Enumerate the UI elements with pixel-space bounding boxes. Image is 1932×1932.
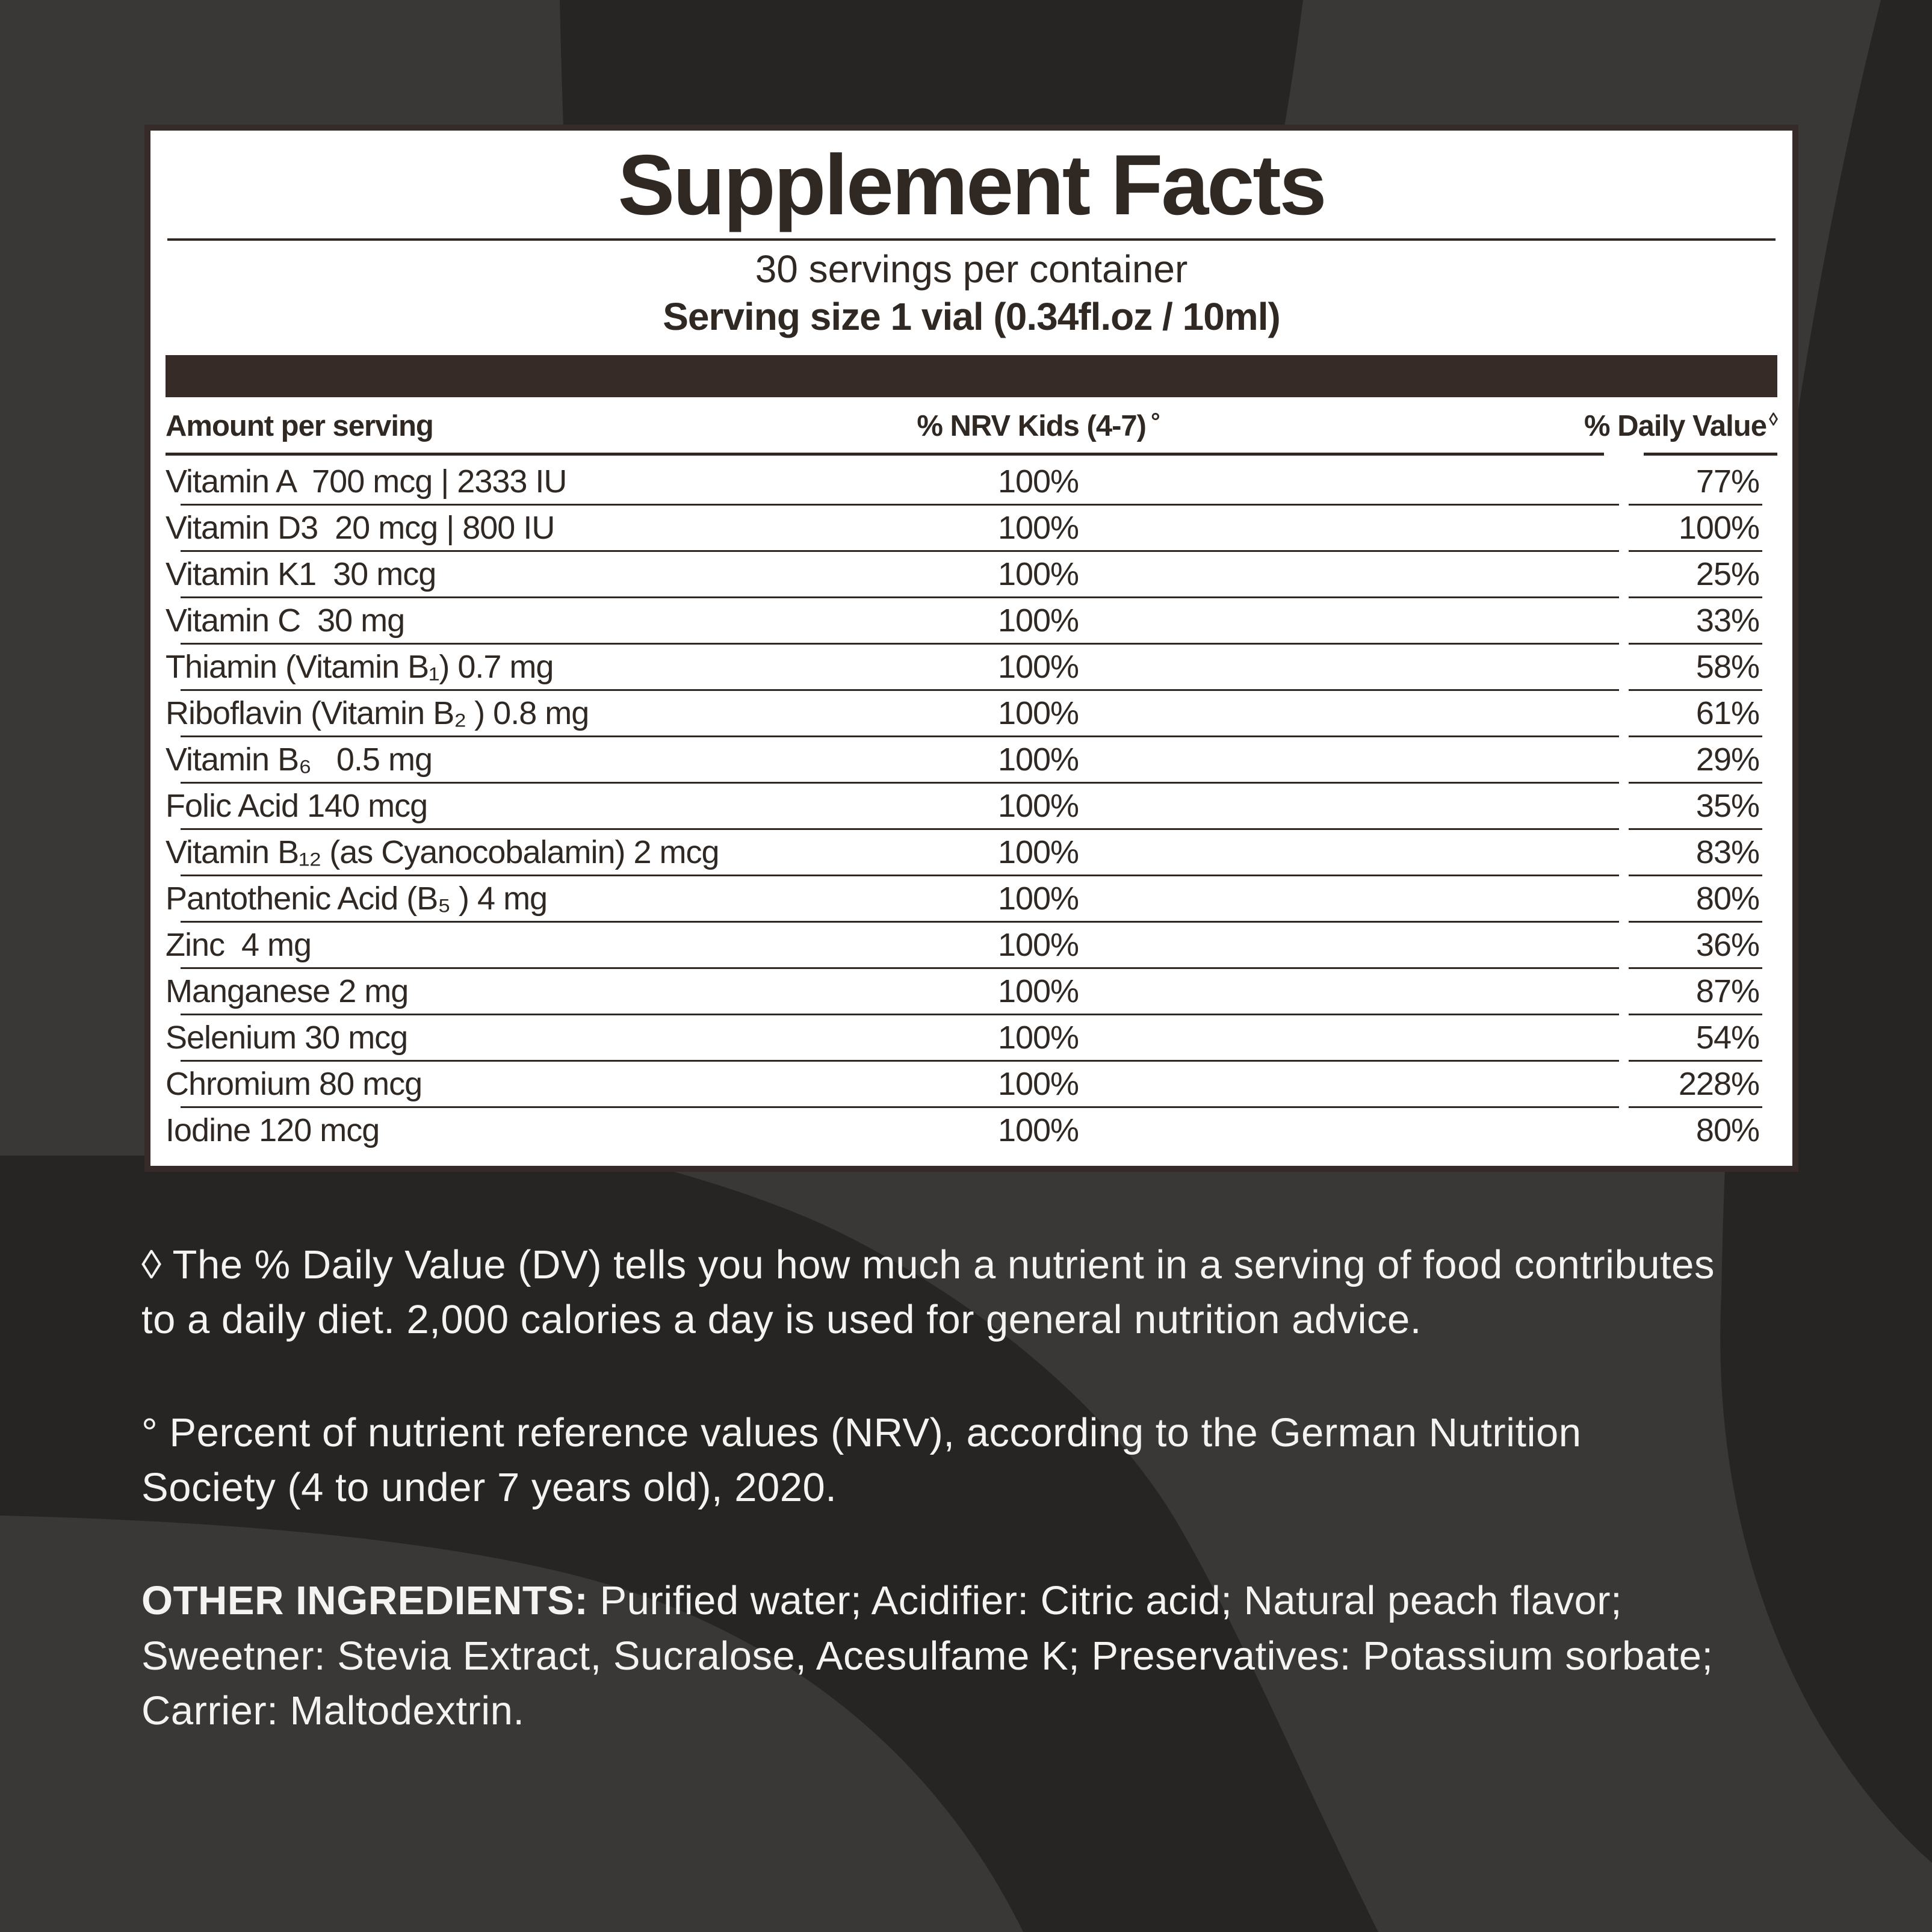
row-divider	[181, 828, 1762, 830]
row-divider	[181, 782, 1762, 784]
header-divider	[166, 453, 1777, 456]
nutrient-dv: 54%	[1695, 1019, 1759, 1056]
nutrient-dv: 83%	[1695, 834, 1759, 870]
other-ingredients-text: Purified water; Acidifier: Citric acid; Natural peach flavor; Sweetner: Stevia Extract, Sucralose, Acesulfame K; Preservatives: Potassium sorbate; Carrier: Maltodextrin.	[141, 1578, 1714, 1733]
nrv-degree-marker: °	[1150, 408, 1160, 435]
row-divider-long	[181, 967, 1619, 969]
nutrient-name: Vitamin K1 30 mcg	[166, 556, 436, 592]
nutrient-nrv: 100%	[997, 695, 1079, 731]
col-dv-header	[1225, 409, 1777, 443]
nutrient-nrv: 100%	[997, 973, 1079, 1009]
row-divider	[181, 1106, 1762, 1108]
nutrient-nrv: 100%	[997, 648, 1079, 685]
table-row	[166, 598, 1777, 643]
row-divider	[181, 921, 1762, 923]
table-row	[166, 506, 1777, 550]
row-divider-long	[181, 1014, 1619, 1015]
row-divider-short	[1629, 596, 1762, 598]
section-bar	[166, 355, 1777, 397]
nutrient-name: Riboflavin (Vitamin B₂ ) 0.8 mg	[166, 695, 589, 731]
row-divider-long	[181, 782, 1619, 784]
row-divider-short	[1629, 735, 1762, 737]
header-divider-short	[1644, 453, 1777, 456]
nutrient-name: Thiamin (Vitamin B₁) 0.7 mg	[166, 648, 554, 685]
row-divider-short	[1629, 1106, 1762, 1108]
row-divider-long	[181, 689, 1619, 691]
panel-title: Supplement Facts	[618, 137, 1325, 233]
table-row	[166, 830, 1777, 875]
table-row	[166, 1062, 1777, 1106]
nutrient-dv: 25%	[1695, 556, 1759, 592]
nutrient-rows	[166, 459, 1777, 1153]
row-divider-short	[1629, 550, 1762, 552]
nutrient-name: Vitamin A 700 mcg | 2333 IU	[166, 463, 567, 500]
nutrient-name: Folic Acid 140 mcg	[166, 787, 428, 824]
row-divider-short	[1629, 782, 1762, 784]
dv-footnote	[141, 1237, 1718, 1347]
row-divider	[181, 689, 1762, 691]
nutrient-nrv: 100%	[997, 1019, 1079, 1056]
nutrient-nrv: 100%	[997, 787, 1079, 824]
other-ingredients-label: OTHER INGREDIENTS:	[141, 1578, 589, 1624]
row-divider	[181, 643, 1762, 645]
nutrient-name: Vitamin B₁₂ (as Cyanocobalamin) 2 mcg	[166, 834, 719, 870]
row-divider-short	[1629, 1014, 1762, 1015]
nutrient-dv: 80%	[1695, 880, 1759, 917]
table-row	[166, 645, 1777, 689]
nutrient-dv: 35%	[1695, 787, 1759, 824]
nutrient-dv: 36%	[1695, 926, 1759, 963]
nutrient-dv: 29%	[1695, 741, 1759, 778]
nutrient-dv: 77%	[1695, 463, 1759, 500]
nutrient-name: Manganese 2 mg	[166, 973, 409, 1009]
nutrient-dv: 87%	[1695, 973, 1759, 1009]
nutrient-nrv: 100%	[997, 741, 1079, 778]
other-ingredients	[141, 1573, 1718, 1738]
col-dv-label: % Daily Value	[1584, 409, 1766, 442]
nutrient-nrv: 100%	[997, 1065, 1079, 1102]
row-divider-short	[1629, 967, 1762, 969]
table-row	[166, 1108, 1777, 1153]
row-divider-long	[181, 550, 1619, 552]
nutrient-name: Vitamin D3 20 mcg | 800 IU	[166, 509, 555, 546]
row-divider	[181, 1060, 1762, 1062]
nutrient-dv: 228%	[1678, 1065, 1759, 1102]
nutrient-name: Pantothenic Acid (B₅ ) 4 mg	[166, 880, 548, 917]
nutrient-dv: 33%	[1695, 602, 1759, 639]
nutrient-name: Selenium 30 mcg	[166, 1019, 408, 1056]
row-divider	[181, 1014, 1762, 1015]
table-row	[166, 1015, 1777, 1060]
row-divider-long	[181, 1060, 1619, 1062]
row-divider-short	[1629, 875, 1762, 876]
nutrient-nrv: 100%	[997, 463, 1079, 500]
nutrient-nrv: 100%	[997, 834, 1079, 870]
supplement-facts-panel	[144, 125, 1798, 1172]
row-divider-long	[181, 596, 1619, 598]
col-nrv-header	[852, 409, 1225, 443]
row-divider-short	[1629, 643, 1762, 645]
nutrient-dv: 61%	[1695, 695, 1759, 731]
nutrient-nrv: 100%	[997, 509, 1079, 546]
serving-size: Serving size 1 vial (0.34fl.oz / 10ml)	[663, 295, 1280, 339]
table-row	[166, 969, 1777, 1014]
nutrient-name: Vitamin B₆ 0.5 mg	[166, 741, 432, 778]
servings-per-container: 30 servings per container	[755, 247, 1188, 291]
table-header	[166, 409, 1777, 443]
col-amount-header: Amount per serving	[166, 409, 433, 442]
row-divider-long	[181, 735, 1619, 737]
row-divider-short	[1629, 828, 1762, 830]
row-divider-short	[1629, 689, 1762, 691]
table-row	[166, 459, 1777, 504]
row-divider-long	[181, 504, 1619, 506]
col-nrv-label: % NRV Kids (4-7)	[917, 409, 1146, 442]
nutrient-dv: 100%	[1678, 509, 1759, 546]
dv-diamond-marker: ◊	[1768, 409, 1777, 430]
row-divider	[181, 967, 1762, 969]
row-divider	[181, 735, 1762, 737]
row-divider	[181, 596, 1762, 598]
table-row	[166, 552, 1777, 596]
footnotes	[141, 1237, 1718, 1797]
nutrient-dv: 58%	[1695, 648, 1759, 685]
nutrient-nrv: 100%	[997, 602, 1079, 639]
row-divider-short	[1629, 504, 1762, 506]
table-row	[166, 691, 1777, 735]
row-divider-long	[181, 1106, 1619, 1108]
row-divider	[181, 504, 1762, 506]
header-divider-long	[166, 453, 1604, 456]
nutrient-nrv: 100%	[997, 556, 1079, 592]
nrv-footnote	[141, 1405, 1718, 1515]
row-divider-long	[181, 921, 1619, 923]
title-divider	[167, 238, 1776, 241]
nutrient-nrv: 100%	[997, 880, 1079, 917]
nutrient-name: Zinc 4 mg	[166, 926, 312, 963]
nutrient-name: Iodine 120 mcg	[166, 1112, 380, 1148]
nutrient-name: Chromium 80 mcg	[166, 1065, 423, 1102]
table-row	[166, 737, 1777, 782]
dv-footnote-marker: ◊	[141, 1242, 162, 1287]
nrv-footnote-marker: °	[141, 1410, 158, 1456]
row-divider-short	[1629, 921, 1762, 923]
row-divider-long	[181, 828, 1619, 830]
table-row	[166, 876, 1777, 921]
table-row	[166, 784, 1777, 828]
row-divider-long	[181, 643, 1619, 645]
row-divider	[181, 550, 1762, 552]
table-row	[166, 923, 1777, 967]
dv-footnote-text: The % Daily Value (DV) tells you how much a nutrient in a serving of food contributes to a daily diet. 2,000 calories a day is used for general nutrition advice.	[141, 1242, 1715, 1343]
nutrient-nrv: 100%	[997, 926, 1079, 963]
nutrient-name: Vitamin C 30 mg	[166, 602, 405, 639]
nutrient-dv: 80%	[1695, 1112, 1759, 1148]
nutrient-nrv: 100%	[997, 1112, 1079, 1148]
row-divider-long	[181, 875, 1619, 876]
nrv-footnote-text: Percent of nutrient reference values (NRV), according to the German Nutrition Society (4 to under 7 years old), 2020.	[141, 1410, 1582, 1511]
row-divider	[181, 875, 1762, 876]
row-divider-short	[1629, 1060, 1762, 1062]
